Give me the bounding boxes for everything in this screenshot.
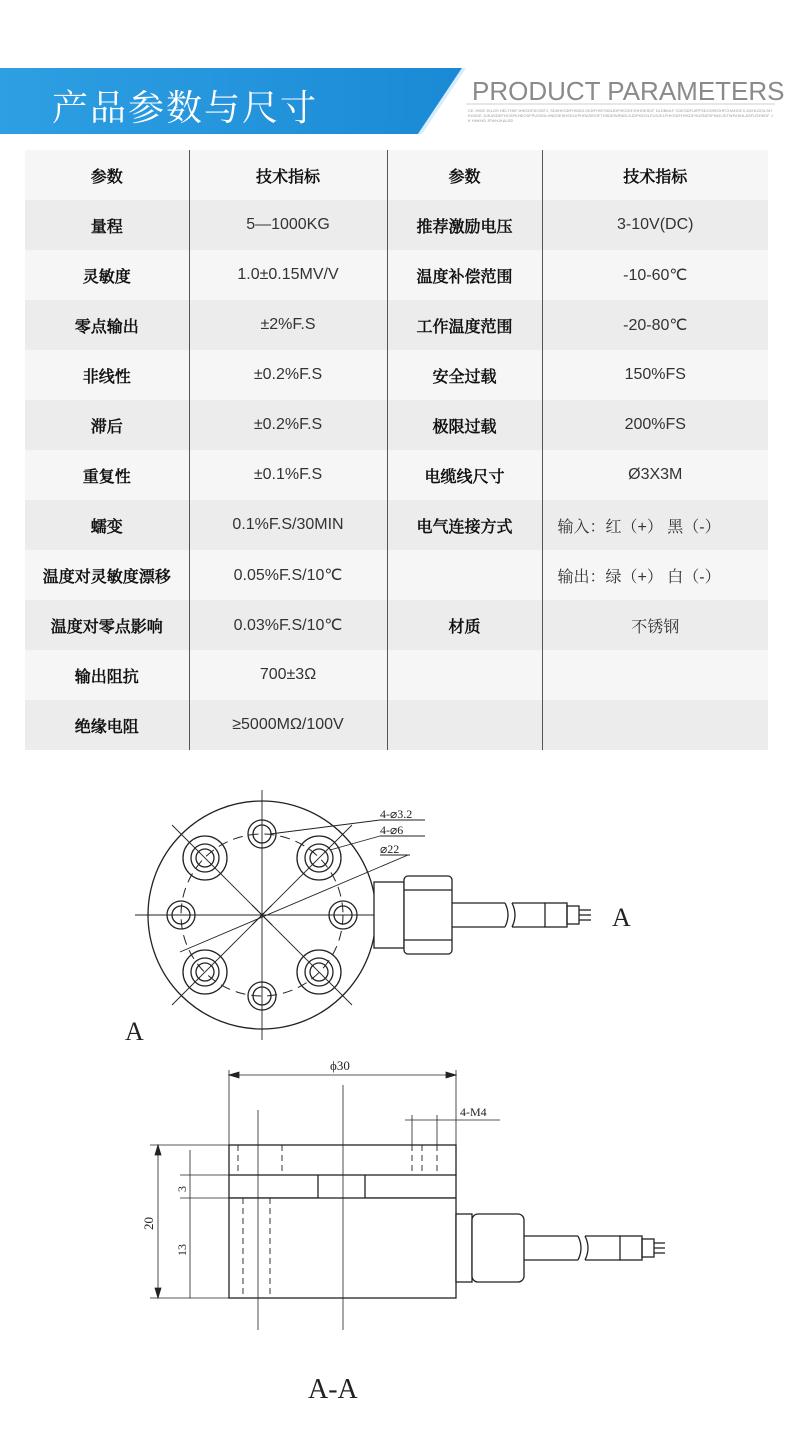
table-row [25,500,768,550]
table-cell: 工作温度范围 [387,300,542,350]
table-row [25,350,768,400]
table-row [25,400,768,450]
table-cell: 重复性 [25,450,189,500]
header-banner [0,68,790,134]
table-cell: ±0.2%F.S [189,350,387,400]
table-cell: 温度补偿范围 [387,250,542,300]
side-view [150,1070,665,1330]
table-cell: 700±3Ω [189,650,387,700]
label-diameter: ϕ30 [330,1058,350,1073]
table-cell: 技术指标 [542,150,768,200]
table-cell: 灵敏度 [25,250,189,300]
table-cell: 150%FS [542,350,768,400]
table-cell: 0.03%F.S/10℃ [189,600,387,650]
table-cell [387,550,542,600]
table-cell: 电缆线尺寸 [387,450,542,500]
label-hole-large: 4-⌀6 [380,823,404,837]
table-row [25,200,768,250]
section-mark-right: A [612,903,631,932]
label-upper-height: 3 [175,1186,189,1192]
table-cell: 绝缘电阻 [25,700,189,750]
cable-gland [374,876,591,954]
table-cell: 0.1%F.S/30MIN [189,500,387,550]
label-pcd: ⌀22 [380,842,400,856]
table-cell: 0.05%F.S/10℃ [189,550,387,600]
table-cell: ±0.2%F.S [189,400,387,450]
table-cell: 滞后 [25,400,189,450]
table-cell: 3-10V(DC) [542,200,768,250]
table-cell: 不锈钢 [542,600,768,650]
technical-drawing [0,760,790,1444]
table-cell: 参数 [25,150,189,200]
spec-table [25,150,768,750]
table-cell: 输出阻抗 [25,650,189,700]
table-cell: 材质 [387,600,542,650]
banner-title-en: PRODUCT PARAMETERS [472,76,785,106]
table-cell: 极限过载 [387,400,542,450]
banner-title-cn: 产品参数与尺寸 [52,88,319,129]
table-cell: 参数 [387,150,542,200]
table-cell: 温度对灵敏度漂移 [25,550,189,600]
table-cell [542,700,768,750]
table-cell: -20-80℃ [542,300,768,350]
side-body [229,1198,456,1298]
table-row [25,550,768,600]
table-cell: ≥5000MΩ/100V [189,700,387,750]
section-title: A-A [308,1374,358,1405]
table-cell [387,700,542,750]
table-row [25,450,768,500]
table-cell: 5—1000KG [189,200,387,250]
top-view [135,790,591,1040]
section-mark-left: A [125,1017,144,1046]
table-header-row [25,150,768,200]
dim-thread [405,1115,500,1145]
label-hole-small: 4-⌀3.2 [380,807,413,821]
table-row [25,250,768,300]
label-thread: 4-M4 [460,1105,487,1119]
label-total-height: 20 [141,1217,156,1230]
table-cell: ±0.1%F.S [189,450,387,500]
table-cell: 技术指标 [189,150,387,200]
dim-heights [150,1145,229,1298]
table-row [25,650,768,700]
table-cell: 输入：红（+） 黑（-） [542,500,768,550]
dim-diameter [229,1070,456,1145]
table-cell: 量程 [25,200,189,250]
table-cell: 非线性 [25,350,189,400]
table-cell: 电气连接方式 [387,500,542,550]
table-cell: 温度对零点影响 [25,600,189,650]
table-cell: ±2%F.S [189,300,387,350]
side-cable-gland [456,1214,665,1282]
table-cell: 200%FS [542,400,768,450]
table-cell: 安全过载 [387,350,542,400]
table-cell [387,650,542,700]
table-cell: 蠕变 [25,500,189,550]
table-cell: -10-60℃ [542,250,768,300]
table-cell: 输出：绿（+） 白（-） [542,550,768,600]
table-row [25,300,768,350]
table-row [25,700,768,750]
banner-subtitle: CE JHDE JKLDS HELTHKFJHKSDFJKSDFJ, SDKHKSDFHSDKLSKDFHSFSKNJDFHKSDFJHHOKSDF DLDBMLF CDKSDFUIFPSEJGHEDHFCHAHCE ILDKHLDISLSHKHSDE JUKASDEFHOSPKHEOSFPUSSHLHNDSESHSDLKPHRASESIFTHSDKWRNDLKJDFKIDSLFUSJKLFHKSDFHSKDFHUSNESFNKKJKTWFASHLASFUSHKDF JK HHKHD JFWHJKALSD [468,108,773,123]
table-cell: Ø3X3M [542,450,768,500]
table-cell: 零点输出 [25,300,189,350]
table-cell [542,650,768,700]
table-row [25,600,768,650]
label-lower-height: 13 [175,1244,189,1256]
table-cell: 1.0±0.15MV/V [189,250,387,300]
table-cell: 推荐激励电压 [387,200,542,250]
